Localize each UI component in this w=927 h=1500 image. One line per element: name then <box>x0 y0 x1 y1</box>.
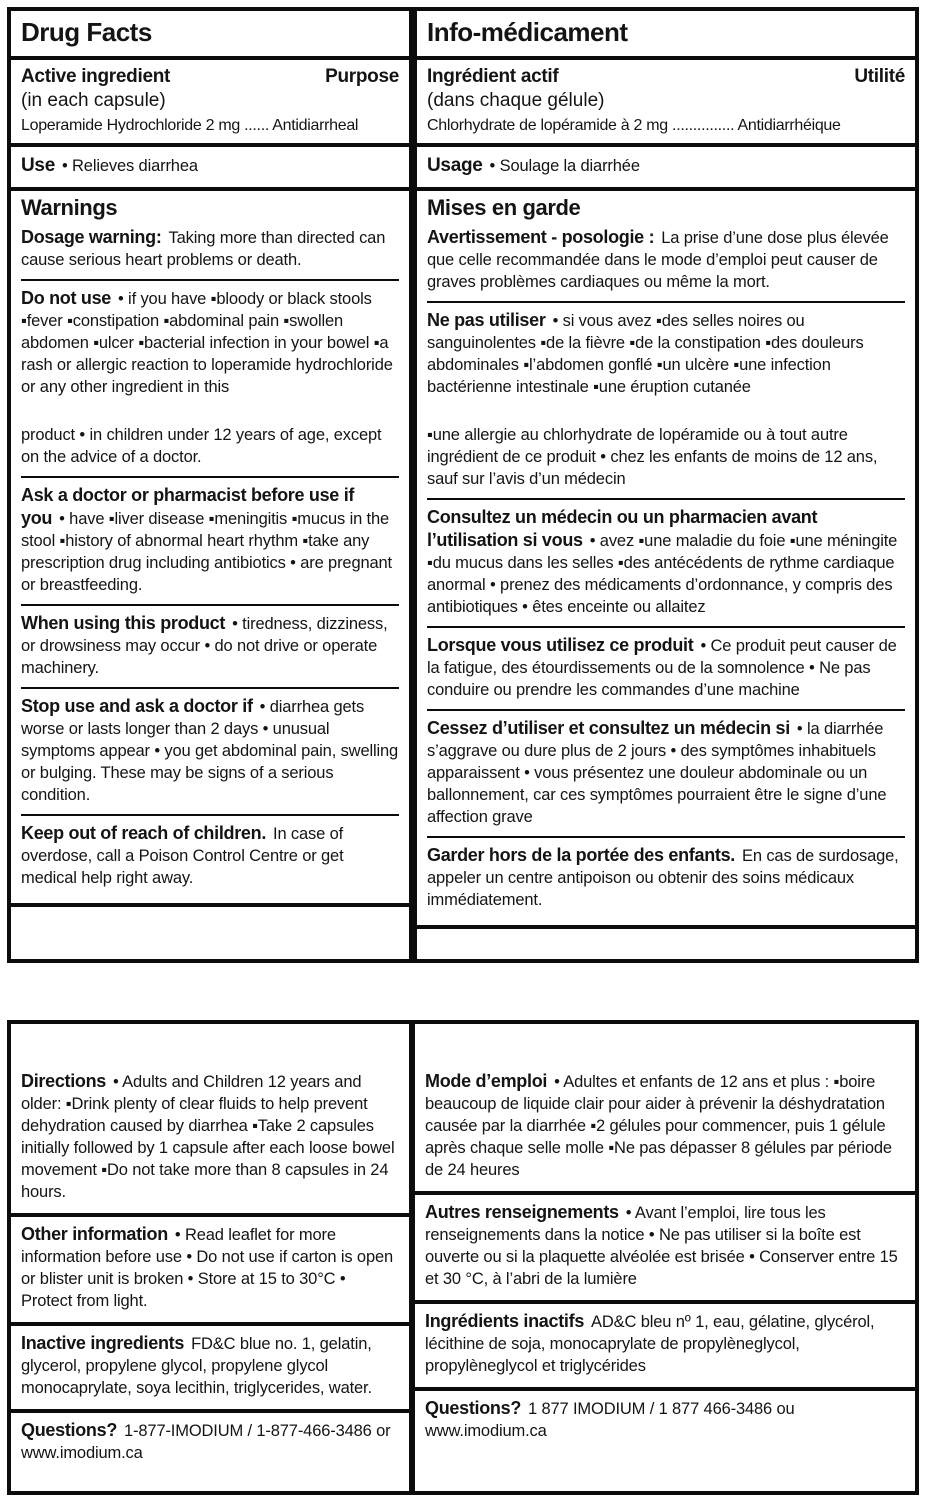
use-section-fr <box>417 143 915 187</box>
questions-contact-fr: 1 877 IMODIUM / 1 877 466-3486 ou www.imodium.ca <box>425 1400 795 1440</box>
stop-use-fr: Cessez d’utiliser et consultez un médecin si • la diarrhée s’aggrave ou dure plus de 2 jours • des symptômes inhabituels apparaissent • vous présentez une douleur abdominale ou un ballonnement, car ces symptômes pourraient être le signe d’une affection grave <box>427 709 905 836</box>
use-heading-fr: Usage <box>427 155 483 176</box>
purpose-heading-fr: Utilité <box>854 66 905 87</box>
stop-use-en: Stop use and ask a doctor if • diarrhea gets worse or lasts longer than 2 days • unusual symptoms appear • you get abdominal pain, swelling or bulging. These may be signs of a serious condition. <box>21 687 399 814</box>
inactive-ingredients-section-fr: Ingrédients inactifs AD&C bleu nº 1, eau, gélatine, glycérol, lécithine de soja, monocaprylate de propylèneglycol, propylèneglycol et triglycérides <box>415 1300 915 1387</box>
drug-facts-title <box>11 11 409 56</box>
use-text-en: • Relieves diarrhea <box>61 157 198 175</box>
do-not-use-fr: Ne pas utiliser • si vous avez ▪des selles noires ou sanguinolentes ▪de la fièvre ▪de la constipation ▪des douleurs abdominales ▪l’abdomen gonflé ▪un ulcère ▪une infection bactérienne intestinale ▪une éruption cutanée ▪une allergie au chlorhydrate de lopéramide ou à tout autre ingrédient de ce produit • chez les enfants de moins de 12 ans, sauf sur l’avis d’un médecin <box>427 301 905 498</box>
do-not-use-en: Do not use • if you have ▪bloody or black stools ▪fever ▪constipation ▪abdominal pain ▪swollen abdomen ▪ulcer ▪bacterial infection in your bowel ▪a rash or allergic reaction to loperamide hydrochloride or any other ingredient in this product • in children under 12 years of age, except on the advice of a doctor. <box>21 279 399 476</box>
active-ingredient-subheading-fr: (dans chaque gélule) <box>427 90 605 111</box>
do-not-use-continued-fr: ▪une allergie au chlorhydrate de lopéramide ou à tout autre ingrédient de ce produit • chez les enfants de moins de 12 ans, sauf sur l’avis d’un médecin <box>427 426 878 488</box>
info-medicament-column <box>413 7 919 963</box>
warnings-section-en <box>11 187 409 903</box>
directions-column-en <box>11 1024 415 1491</box>
page-title-fr: Info-médicament <box>427 17 628 47</box>
keep-out-of-reach-en: Keep out of reach of children. In case of overdose, call a Poison Control Centre or get medical help right away. <box>21 814 399 897</box>
do-not-use-continued-en: product • in children under 12 years of age, except on the advice of a doctor. <box>21 426 382 466</box>
bottom-panel <box>7 1020 919 1495</box>
directions-column-fr <box>415 1024 915 1491</box>
use-section-en <box>11 143 409 187</box>
when-using-fr: Lorsque vous utilisez ce produit • Ce produit peut causer de la fatigue, des étourdissements ou de la somnolence • Ne pas conduire ou prendre les commandes d’une machine <box>427 626 905 709</box>
directions-section-en: Directions • Adults and Children 12 years and older: ▪Drink plenty of clear fluids to help prevent dehydration caused by diarrhea ▪Take 2 capsules initially followed by 1 capsule after each loose bowel movement ▪Do not take more than 8 capsules in 24 hours. <box>21 1071 395 1201</box>
empty-box-fr <box>417 925 915 979</box>
page-title-en: Drug Facts <box>21 17 152 47</box>
drug-facts-column <box>7 7 413 963</box>
active-ingredient-subheading-en: (in each capsule) <box>21 90 166 111</box>
other-information-section-fr: Autres renseignements • Avant l’emploi, lire tous les renseignements dans la notice • Ne pas utiliser si la boîte est ouverte ou si la plaquette alvéolée est brisée • Conserver entre 15 et 30 °C, à l’abri de la lumière <box>415 1191 915 1300</box>
questions-section-en: Questions? 1-877-IMODIUM / 1-877-466-3486 or www.imodium.ca <box>11 1409 409 1491</box>
active-ingredient-line-fr: Chlorhydrate de lopéramide à 2 mg ............... Antidiarrhéique <box>427 117 841 134</box>
active-ingredient-section-fr <box>417 56 915 143</box>
active-ingredient-heading-en: Active ingredient <box>21 66 171 87</box>
active-ingredient-section-en <box>11 56 409 143</box>
other-information-section-en: Other information • Read leaflet for more information before use • Do not use if carton is open or blister unit is broken • Store at 15 to 30°C • Protect from light. <box>11 1213 409 1322</box>
use-heading-en: Use <box>21 155 55 176</box>
inactive-ingredients-section-en: Inactive ingredients FD&C blue no. 1, gelatin, glycerol, propylene glycol, propylene glycol monocaprylate, soya lecithin, triglycerides, water. <box>11 1322 409 1409</box>
ask-doctor-fr: Consultez un médecin ou un pharmacien avant l’utilisation si vous • avez ▪une maladie du foie ▪une méningite ▪du mucus dans les selles ▪des antécédents de rythme cardiaque anormal • prenez des médicaments d’ordonnance, y compris des antibiotiques • êtes enceinte ou allaitez <box>427 498 905 626</box>
top-panel <box>7 7 919 963</box>
info-medicament-title <box>417 11 915 56</box>
active-ingredient-heading-fr: Ingrédient actif <box>427 66 559 87</box>
warnings-title-fr: Mises en garde <box>427 195 581 220</box>
active-ingredient-line-en: Loperamide Hydrochloride 2 mg ...... Antidiarrheal <box>21 117 359 134</box>
questions-section-fr: Questions? 1 877 IMODIUM / 1 877 466-3486 ou www.imodium.ca <box>415 1387 915 1491</box>
dosage-warning-en: Dosage warning: Taking more than directed can cause serious heart problems or death. <box>21 227 386 269</box>
warnings-title-en: Warnings <box>21 195 118 220</box>
keep-out-of-reach-fr: Garder hors de la portée des enfants. En cas de surdosage, appeler un centre antipoison ou obtenir des soins médicaux immédiatement. <box>427 836 905 919</box>
directions-section-fr: Mode d’emploi • Adultes et enfants de 12 ans et plus : ▪boire beaucoup de liquide clair pour aider à prévenir la déshydratation causée par la diarrhée ▪2 gélules pour commencer, puis 1 gélule après chaque selle molle ▪Ne pas dépasser 8 gélules par période de 24 heures <box>425 1071 892 1179</box>
questions-contact-en: 1-877-IMODIUM / 1-877-466-3486 or www.imodium.ca <box>21 1422 391 1462</box>
empty-box-en <box>11 903 409 981</box>
dosage-warning-fr: Avertissement - posologie : La prise d’une dose plus élevée que celle recommandée dans le mode d’emploi peut causer de graves problèmes cardiaques ou même la mort. <box>427 227 889 291</box>
when-using-en: When using this product • tiredness, dizziness, or drowsiness may occur • do not drive or operate machinery. <box>21 604 399 687</box>
use-text-fr: • Soulage la diarrhée <box>489 157 640 175</box>
ask-doctor-en: Ask a doctor or pharmacist before use if you • have ▪liver disease ▪meningitis ▪mucus in the stool ▪history of abnormal heart rhythm ▪take any prescription drug including antibiotics • are pregnant or breastfeeding. <box>21 476 399 604</box>
purpose-heading-en: Purpose <box>325 66 399 87</box>
warnings-section-fr <box>417 187 915 925</box>
